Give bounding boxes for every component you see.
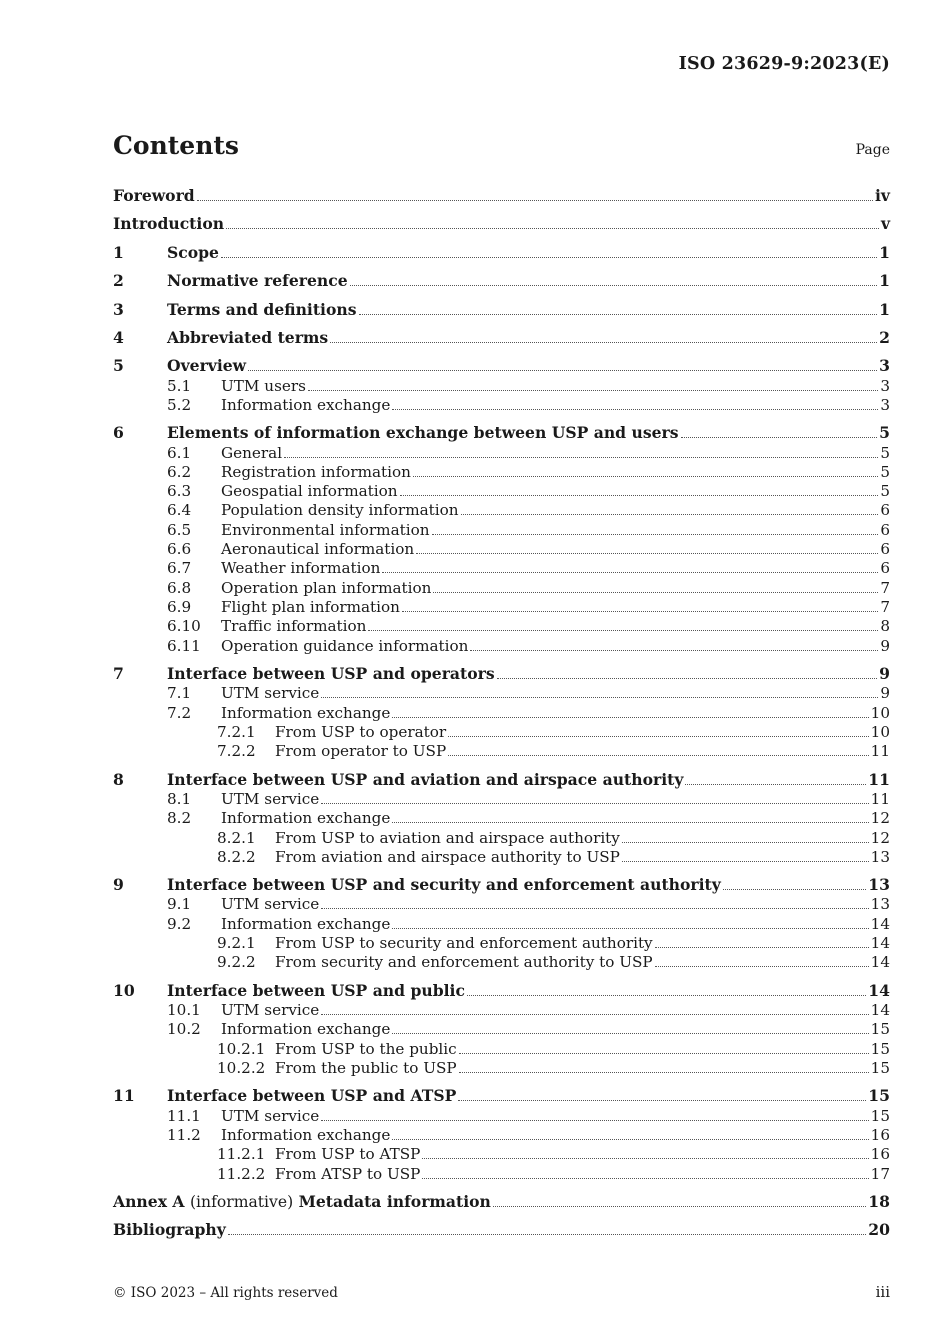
dot-leader	[422, 1177, 868, 1179]
toc-entry-number: 6.10	[167, 617, 201, 635]
dot-leader	[459, 1071, 869, 1073]
toc-entry[interactable]	[113, 1019, 890, 1039]
dot-leader	[458, 1099, 866, 1101]
toc-entry-title: Normative reference	[167, 271, 348, 290]
toc-entry[interactable]	[113, 847, 890, 867]
toc-entry[interactable]	[113, 328, 890, 348]
toc-entry-number: 8.1	[167, 790, 192, 808]
toc-entry-number: 6	[113, 423, 124, 442]
toc-entry-title: Geospatial information	[221, 482, 398, 500]
toc-entry[interactable]	[113, 558, 890, 578]
dot-leader	[723, 888, 867, 890]
toc-entry-title: From operator to USP	[275, 742, 447, 760]
toc-entry-page: 5	[879, 423, 890, 442]
toc-entry[interactable]	[113, 423, 890, 443]
dot-leader	[493, 1205, 866, 1207]
toc-entry-title: From the public to USP	[275, 1059, 457, 1077]
toc-entry-page: 14	[868, 981, 890, 1000]
toc-entry-number: 6.2	[167, 463, 192, 481]
toc-entry-page: 15	[870, 1040, 890, 1058]
toc-entry-number: 8.2	[167, 809, 192, 827]
toc-entry[interactable]	[113, 500, 890, 520]
dot-leader	[422, 1157, 868, 1159]
toc-entry-title: UTM service	[221, 1107, 320, 1125]
toc-entry-title: Abbreviated terms	[167, 328, 329, 347]
toc-entry-title: UTM service	[221, 684, 320, 702]
dot-leader	[402, 610, 878, 612]
toc-entry-number: 9.2.2	[217, 953, 256, 971]
toc-entry-title: Operation guidance information	[221, 637, 469, 655]
toc-entry-title: Information exchange	[221, 704, 391, 722]
toc-entry-title: From USP to the public	[275, 1040, 457, 1058]
toc-entry-title: Interface between USP and security and enforcement authority	[167, 875, 721, 894]
dot-leader	[284, 456, 878, 458]
dot-leader	[467, 994, 866, 996]
toc-entry[interactable]	[113, 443, 890, 463]
toc-entry[interactable]	[113, 789, 890, 809]
document-id: ISO 23629-9:2023(E)	[678, 54, 890, 74]
dot-leader	[392, 927, 868, 929]
toc-entry[interactable]	[113, 1039, 890, 1059]
toc-entry[interactable]	[113, 741, 890, 761]
dot-leader	[321, 1119, 868, 1121]
toc-entry-page: 11	[868, 770, 890, 789]
toc-entry[interactable]	[113, 243, 890, 263]
toc-entry-page: 10	[870, 723, 890, 741]
toc-entry[interactable]	[113, 664, 890, 684]
annex-informative: (informative)	[189, 1193, 294, 1211]
dot-leader	[392, 408, 878, 410]
copyright-notice: © ISO 2023 – All rights reserved	[113, 1285, 338, 1301]
toc-entry-number: 7.1	[167, 684, 192, 702]
toc-entry-title: Aeronautical information	[221, 540, 415, 558]
toc-entry-page: 17	[870, 1165, 890, 1183]
toc-entry-title: Interface between USP and public	[167, 981, 465, 1000]
dot-leader	[392, 1032, 868, 1034]
toc-entry-page: 3	[880, 396, 890, 414]
toc-entry-title: From USP to operator	[275, 723, 447, 741]
toc-entry-title: Foreword	[113, 186, 195, 205]
toc-entry[interactable]	[113, 616, 890, 636]
toc-entry-title: Information exchange	[221, 809, 391, 827]
toc-entry-number: 11.1	[167, 1107, 201, 1125]
toc-entry-page: 12	[870, 829, 890, 847]
toc-entry-number: 11	[113, 1086, 135, 1105]
toc-entry[interactable]	[113, 186, 890, 206]
toc-entry-page: iv	[875, 186, 890, 205]
toc-entry-page: 6	[880, 521, 890, 539]
dot-leader	[655, 946, 869, 948]
dot-leader	[248, 369, 877, 371]
toc-entry-title: UTM service	[221, 790, 320, 808]
dot-leader	[685, 783, 866, 785]
toc-entry-number: 6.8	[167, 579, 192, 597]
dot-leader	[368, 629, 878, 631]
dot-leader	[470, 649, 878, 651]
toc-entry-page: 7	[880, 598, 890, 616]
dot-leader	[413, 475, 878, 477]
toc-entry-number: 9.2	[167, 915, 192, 933]
toc-entry-page: 13	[868, 875, 890, 894]
toc-entry[interactable]	[113, 376, 890, 396]
toc-entry-number: 8	[113, 770, 124, 789]
toc-entry[interactable]	[113, 300, 890, 320]
toc-entry-page: 6	[880, 559, 890, 577]
dot-leader	[321, 696, 878, 698]
toc-entry-title: Traffic information	[221, 617, 367, 635]
dot-leader	[622, 860, 869, 862]
toc-entry-page: 11	[870, 790, 890, 808]
toc-entry-title: Flight plan information	[221, 598, 400, 616]
dot-leader	[392, 821, 868, 823]
toc-entry-number: 4	[113, 328, 124, 347]
toc-entry-number: 5.2	[167, 396, 192, 414]
toc-entry-page: 5	[880, 482, 890, 500]
toc-entry-title: Overview	[167, 356, 247, 375]
toc-entry-title: Information exchange	[221, 396, 391, 414]
toc-entry-page: 12	[870, 809, 890, 827]
toc-entry-number: 5.1	[167, 377, 192, 395]
toc-entry-title: Weather information	[221, 559, 381, 577]
toc-entry-title: UTM service	[221, 895, 320, 913]
toc-entry-title: Information exchange	[221, 1020, 391, 1038]
toc-entry-page: 3	[880, 377, 890, 395]
contents-title: Contents	[113, 131, 240, 160]
toc-entry[interactable]	[113, 722, 890, 742]
toc-entry[interactable]	[113, 214, 890, 234]
toc-entry-page: 8	[880, 617, 890, 635]
toc-entry[interactable]	[113, 981, 890, 1001]
toc-entry-number: 6.11	[167, 637, 201, 655]
dot-leader	[350, 284, 877, 286]
toc-entry-page: 16	[870, 1145, 890, 1163]
toc-entry-number: 6.4	[167, 501, 192, 519]
toc-entry-page: 11	[870, 742, 890, 760]
dot-leader	[221, 256, 877, 258]
dot-leader	[400, 494, 879, 496]
toc-entry-number: 6.5	[167, 521, 192, 539]
toc-entry[interactable]	[113, 462, 890, 482]
toc-entry-title: From ATSP to USP	[275, 1165, 421, 1183]
dot-leader	[330, 341, 877, 343]
toc-entry[interactable]	[113, 1086, 890, 1106]
toc-entry[interactable]	[113, 1144, 890, 1164]
toc-entry-number: 10.1	[167, 1001, 201, 1019]
toc-entry-number: 10.2	[167, 1020, 201, 1038]
dot-leader	[226, 227, 879, 229]
toc-entry-number: 7.2.2	[217, 742, 256, 760]
toc-entry[interactable]	[113, 1000, 890, 1020]
toc-entry-number: 6.1	[167, 444, 192, 462]
page-number: iii	[875, 1283, 890, 1301]
toc-entry-page: 1	[879, 300, 890, 319]
dot-leader	[655, 965, 869, 967]
toc-entry-page: 1	[879, 243, 890, 262]
toc-entry-title: Bibliography	[113, 1220, 226, 1239]
toc-entry-number: 3	[113, 300, 124, 319]
toc-entry-page: 10	[870, 704, 890, 722]
dot-leader	[321, 907, 868, 909]
toc-entry[interactable]	[113, 636, 890, 656]
dot-leader	[448, 754, 869, 756]
toc-entry-number: 7.2	[167, 704, 192, 722]
toc-entry-number: 6.6	[167, 540, 192, 558]
toc-entry-number: 5	[113, 356, 124, 375]
toc-entry[interactable]	[113, 520, 890, 540]
toc-entry-page: 7	[880, 579, 890, 597]
toc-entry-annex[interactable]	[113, 1192, 890, 1212]
toc-entry-number: 6.9	[167, 598, 192, 616]
toc-entry-page: 13	[870, 895, 890, 913]
toc-entry-title: Population density information	[221, 501, 459, 519]
page-column-label: Page	[855, 142, 890, 158]
toc-entry-page: 15	[868, 1086, 890, 1105]
toc-entry-page: 5	[880, 444, 890, 462]
toc-entry-title: From USP to security and enforcement authority	[275, 934, 653, 952]
toc-entry-title: From USP to aviation and airspace authority	[275, 829, 620, 847]
annex-label: Annex A	[113, 1192, 185, 1211]
toc-entry-page: 16	[870, 1126, 890, 1144]
toc-entry[interactable]	[113, 683, 890, 703]
toc-entry-title: Registration information	[221, 463, 411, 481]
toc-entry-number: 10.2.2	[217, 1059, 266, 1077]
toc-entry[interactable]	[113, 808, 890, 828]
toc-entry-number: 6.7	[167, 559, 192, 577]
dot-leader	[321, 1013, 868, 1015]
dot-leader	[392, 1138, 868, 1140]
toc-entry[interactable]	[113, 952, 890, 972]
dot-leader	[197, 199, 873, 201]
toc-entry[interactable]	[113, 539, 890, 559]
toc-entry-title: Elements of information exchange between USP and users	[167, 423, 679, 442]
toc-entry-number: 9.2.1	[217, 934, 256, 952]
toc-entry[interactable]	[113, 1058, 890, 1078]
toc-entry-number: 11.2.2	[217, 1165, 266, 1183]
toc-entry[interactable]	[113, 1106, 890, 1126]
toc-entry-page: 9	[879, 664, 890, 683]
dot-leader	[308, 389, 878, 391]
annex-title-group	[113, 1192, 491, 1212]
toc-entry-title: Operation plan information	[221, 579, 432, 597]
toc-entry[interactable]	[113, 597, 890, 617]
toc-entry-page: 20	[868, 1220, 890, 1239]
dot-leader	[382, 571, 878, 573]
annex-title: Metadata information	[298, 1192, 491, 1211]
toc-entry-title: UTM users	[221, 377, 306, 395]
toc-entry[interactable]	[113, 481, 890, 501]
toc-entry[interactable]	[113, 1164, 890, 1184]
toc-entry-page: v	[880, 214, 890, 233]
toc-entry[interactable]	[113, 828, 890, 848]
toc-entry-number: 7	[113, 664, 124, 683]
toc-entry[interactable]	[113, 894, 890, 914]
toc-entry-title: Interface between USP and operators	[167, 664, 495, 683]
toc-entry[interactable]	[113, 933, 890, 953]
toc-entry-page: 14	[870, 1001, 890, 1019]
toc-entry-page: 14	[870, 934, 890, 952]
toc-entry-title: From USP to ATSP	[275, 1145, 421, 1163]
toc-entry[interactable]	[113, 914, 890, 934]
toc-entry-title: UTM service	[221, 1001, 320, 1019]
dot-leader	[681, 436, 878, 438]
toc-entry-number: 9	[113, 875, 124, 894]
dot-leader	[359, 313, 878, 315]
toc-entry-page: 5	[880, 463, 890, 481]
toc-entry-page: 9	[880, 637, 890, 655]
toc-entry-title: General	[221, 444, 283, 462]
toc-entry-bibliography[interactable]	[113, 1220, 890, 1240]
dot-leader	[432, 533, 879, 535]
toc-entry[interactable]	[113, 703, 890, 723]
dot-leader	[416, 552, 878, 554]
toc-entry-number: 10.2.1	[217, 1040, 266, 1058]
toc-entry-page: 14	[870, 915, 890, 933]
toc-entry-page: 3	[879, 356, 890, 375]
toc-entry-number: 9.1	[167, 895, 192, 913]
dot-leader	[461, 513, 879, 515]
toc-entry-number: 8.2.2	[217, 848, 256, 866]
toc-entry-page: 15	[870, 1020, 890, 1038]
toc-entry-title: Environmental information	[221, 521, 430, 539]
toc-entry-title: Information exchange	[221, 915, 391, 933]
toc-entry-number: 10	[113, 981, 135, 1000]
toc-entry[interactable]	[113, 875, 890, 895]
toc-entry-page: 18	[868, 1192, 890, 1211]
dot-leader	[321, 802, 868, 804]
toc-entry-number: 11.2.1	[217, 1145, 266, 1163]
dot-leader	[392, 716, 868, 718]
toc-entry-title: Scope	[167, 243, 219, 262]
toc-entry[interactable]	[113, 1125, 890, 1145]
toc-entry-page: 1	[879, 271, 890, 290]
toc-entry-title: Interface between USP and aviation and airspace authority	[167, 770, 684, 789]
toc-entry-number: 7.2.1	[217, 723, 256, 741]
dot-leader	[433, 591, 878, 593]
dot-leader	[497, 677, 878, 679]
toc-entry-title: Interface between USP and ATSP	[167, 1086, 457, 1105]
toc-entry-number: 11.2	[167, 1126, 201, 1144]
toc-entry-number: 1	[113, 243, 124, 262]
toc-entry[interactable]	[113, 395, 890, 415]
toc-entry[interactable]	[113, 271, 890, 291]
toc-entry-title: Introduction	[113, 214, 225, 233]
toc-entry[interactable]	[113, 356, 890, 376]
toc-entry-page: 15	[870, 1107, 890, 1125]
toc-entry-page: 15	[870, 1059, 890, 1077]
toc-entry-page: 13	[870, 848, 890, 866]
dot-leader	[228, 1233, 867, 1235]
toc-entry[interactable]	[113, 770, 890, 790]
dot-leader	[459, 1052, 869, 1054]
toc-entry-number: 2	[113, 271, 124, 290]
toc-entry-page: 6	[880, 540, 890, 558]
toc-entry-title: Information exchange	[221, 1126, 391, 1144]
toc-entry-number: 6.3	[167, 482, 192, 500]
dot-leader	[622, 841, 869, 843]
dot-leader	[448, 735, 869, 737]
toc-entry-title: From security and enforcement authority to USP	[275, 953, 653, 971]
toc-entry[interactable]	[113, 578, 890, 598]
toc-entry-page: 14	[870, 953, 890, 971]
toc-entry-page: 9	[880, 684, 890, 702]
toc-entry-page: 2	[879, 328, 890, 347]
toc-entry-number: 8.2.1	[217, 829, 256, 847]
toc-entry-page: 6	[880, 501, 890, 519]
toc-entry-title: From aviation and airspace authority to USP	[275, 848, 620, 866]
toc-entry-title: Terms and definitions	[167, 300, 357, 319]
